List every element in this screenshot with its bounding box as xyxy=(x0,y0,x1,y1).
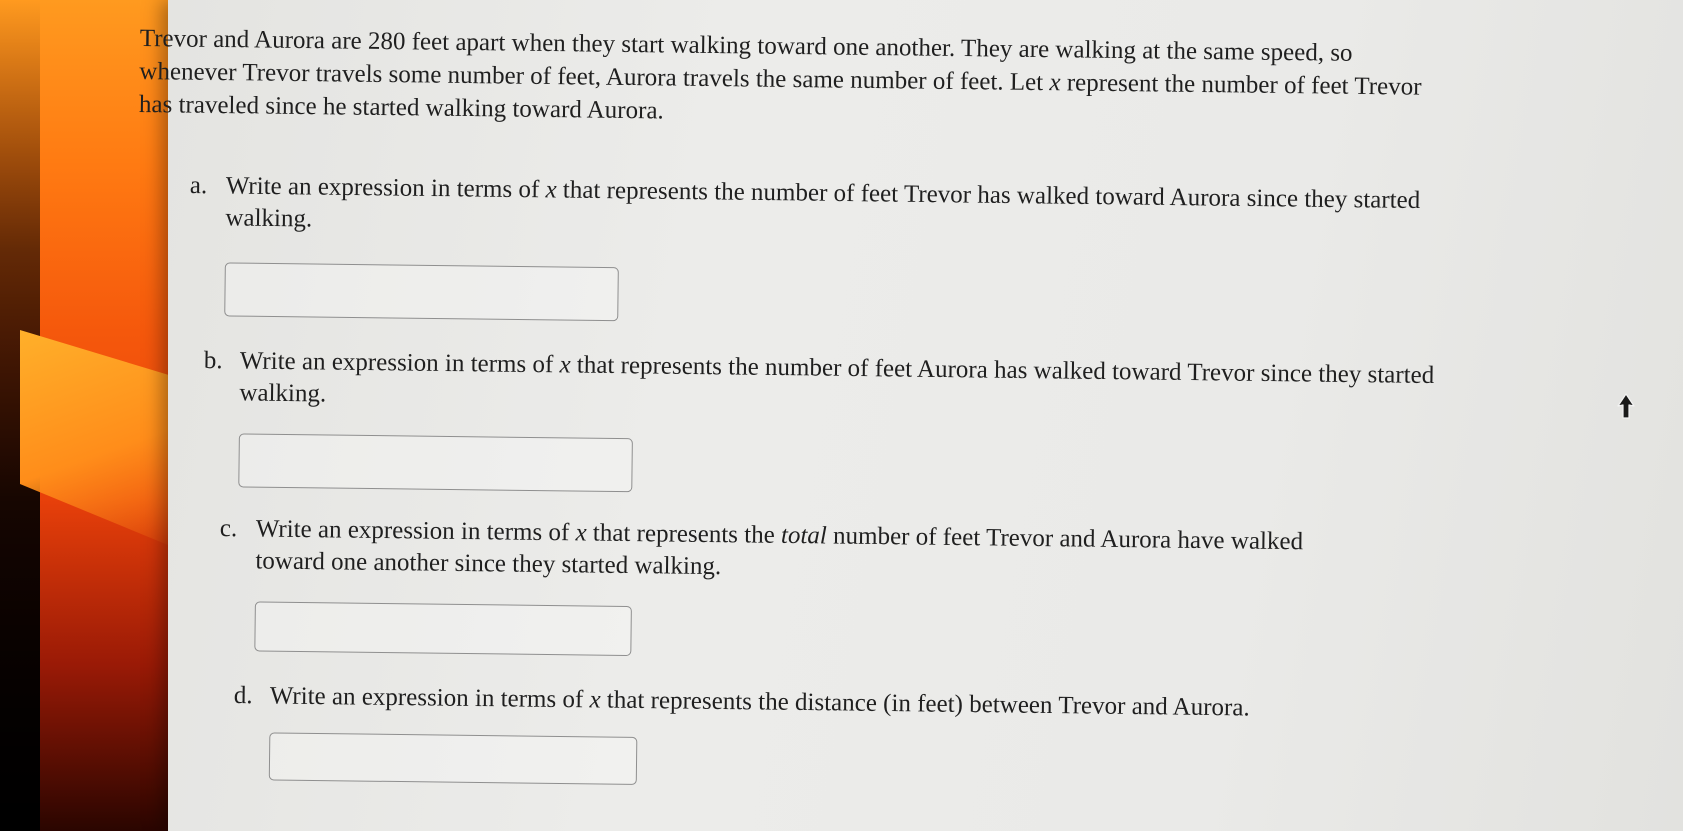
question-text-3: number of feet Trevor and Aurora have walked toward one another since they started walking. xyxy=(255,522,1304,581)
problem-statement xyxy=(139,22,1430,137)
question-text-2: that represents the number of feet Trevor has walked toward Aurora since they started walking. xyxy=(225,176,1421,233)
part-letter: d. xyxy=(233,681,253,710)
variable-x: x xyxy=(575,519,587,547)
answer-input-b[interactable] xyxy=(238,433,633,492)
part-letter: b. xyxy=(203,346,223,375)
question-text xyxy=(255,513,1371,591)
part-letter: c. xyxy=(219,514,238,543)
variable-x: x xyxy=(559,351,571,379)
variable-x: x xyxy=(545,176,557,204)
problem-text-1: Trevor and Aurora are 280 feet apart when they start walking toward one another. They are walking at the same speed, so whenever Trevor travels some number of feet, Aurora travels the same number of feet. Let xyxy=(139,24,1353,97)
question-text-2: that represents the xyxy=(586,519,782,549)
question-part-a xyxy=(188,170,1430,345)
screen xyxy=(138,0,1683,831)
problem-text-2: represent the number of feet Trevor has traveled since he started walking toward Aurora. xyxy=(138,69,1422,125)
emphasis-total: total xyxy=(780,521,828,550)
question-text xyxy=(239,345,1440,424)
part-letter: a. xyxy=(189,171,208,200)
answer-input-a[interactable] xyxy=(224,262,619,321)
mouse-pointer-icon xyxy=(1616,392,1636,422)
answer-input-d[interactable] xyxy=(269,732,638,784)
question-text-1: Write an expression in terms of xyxy=(255,515,576,547)
worksheet xyxy=(138,0,1683,831)
question-text xyxy=(270,680,1420,726)
question-part-c xyxy=(218,513,1370,687)
answer-input-c[interactable] xyxy=(254,601,632,656)
question-text-1: Write an expression in terms of xyxy=(269,682,590,714)
question-part-d xyxy=(232,680,1433,825)
question-part-b xyxy=(202,345,1444,520)
question-text-1: Write an expression in terms of xyxy=(239,347,560,379)
question-text-2: that represents the distance (in feet) between Trevor and Aurora. xyxy=(600,686,1250,722)
variable-x: x xyxy=(1049,69,1061,97)
variable-x: x xyxy=(589,686,601,714)
question-text-1: Write an expression in terms of xyxy=(225,172,546,204)
question-text-2: that represents the number of feet Aurora has walked toward Trevor since they started walking. xyxy=(239,351,1435,408)
question-text xyxy=(225,170,1426,249)
